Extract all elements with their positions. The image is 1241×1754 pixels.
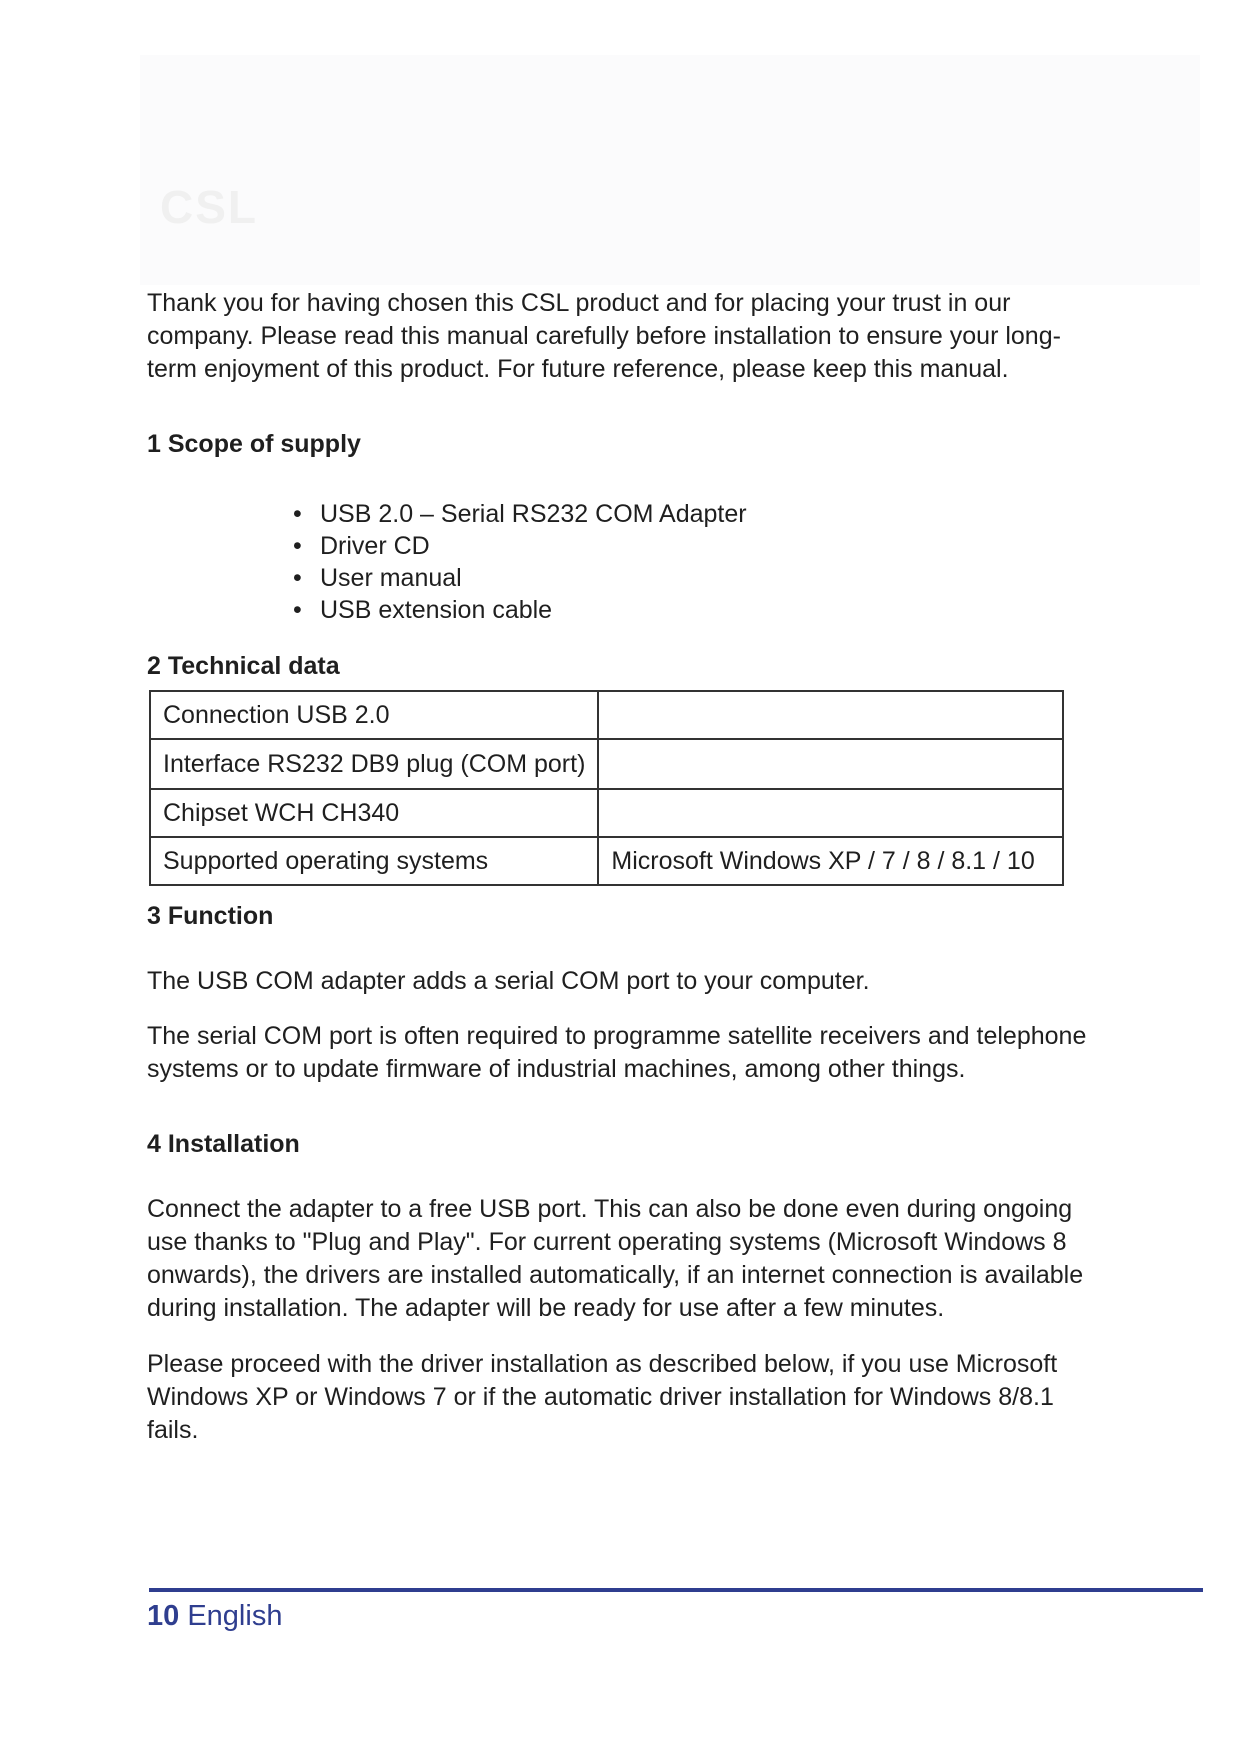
- table-cell-value: [598, 691, 1063, 739]
- table-cell-label: Interface RS232 DB9 plug (COM port): [150, 739, 598, 789]
- list-item: • Driver CD: [290, 530, 747, 562]
- footer-language: English: [187, 1600, 283, 1632]
- list-item: • USB 2.0 – Serial RS232 COM Adapter: [290, 498, 747, 530]
- table-cell-label: Connection USB 2.0: [150, 691, 598, 739]
- function-paragraph-1: The USB COM adapter adds a serial COM port to your computer.: [147, 967, 870, 995]
- page-number: 10: [147, 1600, 180, 1632]
- installation-paragraph-2: Please proceed with the driver installation as described below, if you use Microsoft Windows XP or Windows 7 or if the automatic driver installation for Windows 8/8.1 fails.: [147, 1350, 1058, 1444]
- table-row: [150, 837, 1063, 885]
- table-cell-value: [598, 739, 1063, 789]
- section-heading-installation: 4 Installation: [147, 1130, 300, 1158]
- header-watermark-band: [140, 55, 1200, 285]
- supply-list: [290, 498, 747, 626]
- installation-paragraph-1: Connect the adapter to a free USB port. This can also be done even during ongoing use thanks to "Plug and Play". For current operating systems (Microsoft Windows 8 onwards), the drivers are installed automatically, if an internet connection is available during installation. The adapter will be ready for use after a few minutes.: [147, 1195, 1084, 1322]
- list-item: • User manual: [290, 562, 747, 594]
- section-heading-technical: 2 Technical data: [147, 652, 340, 680]
- csl-logo: CSL: [160, 181, 258, 233]
- function-paragraph-2: The serial COM port is often required to programme satellite receivers and telephone systems or to update firmware of industrial machines, among other things.: [147, 1022, 1087, 1083]
- table-row: [150, 691, 1063, 739]
- table-cell-label: Chipset WCH CH340: [150, 789, 598, 837]
- section-heading-scope: 1 Scope of supply: [147, 430, 361, 458]
- section-heading-function: 3 Function: [147, 902, 274, 930]
- table-row: [150, 739, 1063, 789]
- table-row: [150, 789, 1063, 837]
- table-cell-value: [598, 789, 1063, 837]
- list-item: • USB extension cable: [290, 594, 747, 626]
- technical-data-table: [149, 690, 1064, 886]
- footer-divider: [149, 1588, 1203, 1592]
- page-footer: [147, 1600, 282, 1633]
- table-cell-label: Supported operating systems: [150, 837, 598, 885]
- intro-paragraph: Thank you for having chosen this CSL product and for placing your trust in our company. Please read this manual carefully before installation to ensure your long-term enjoyment of this product. For future reference, please keep this manual.: [147, 289, 1061, 383]
- table-cell-value: Microsoft Windows XP / 7 / 8 / 8.1 / 10: [598, 837, 1063, 885]
